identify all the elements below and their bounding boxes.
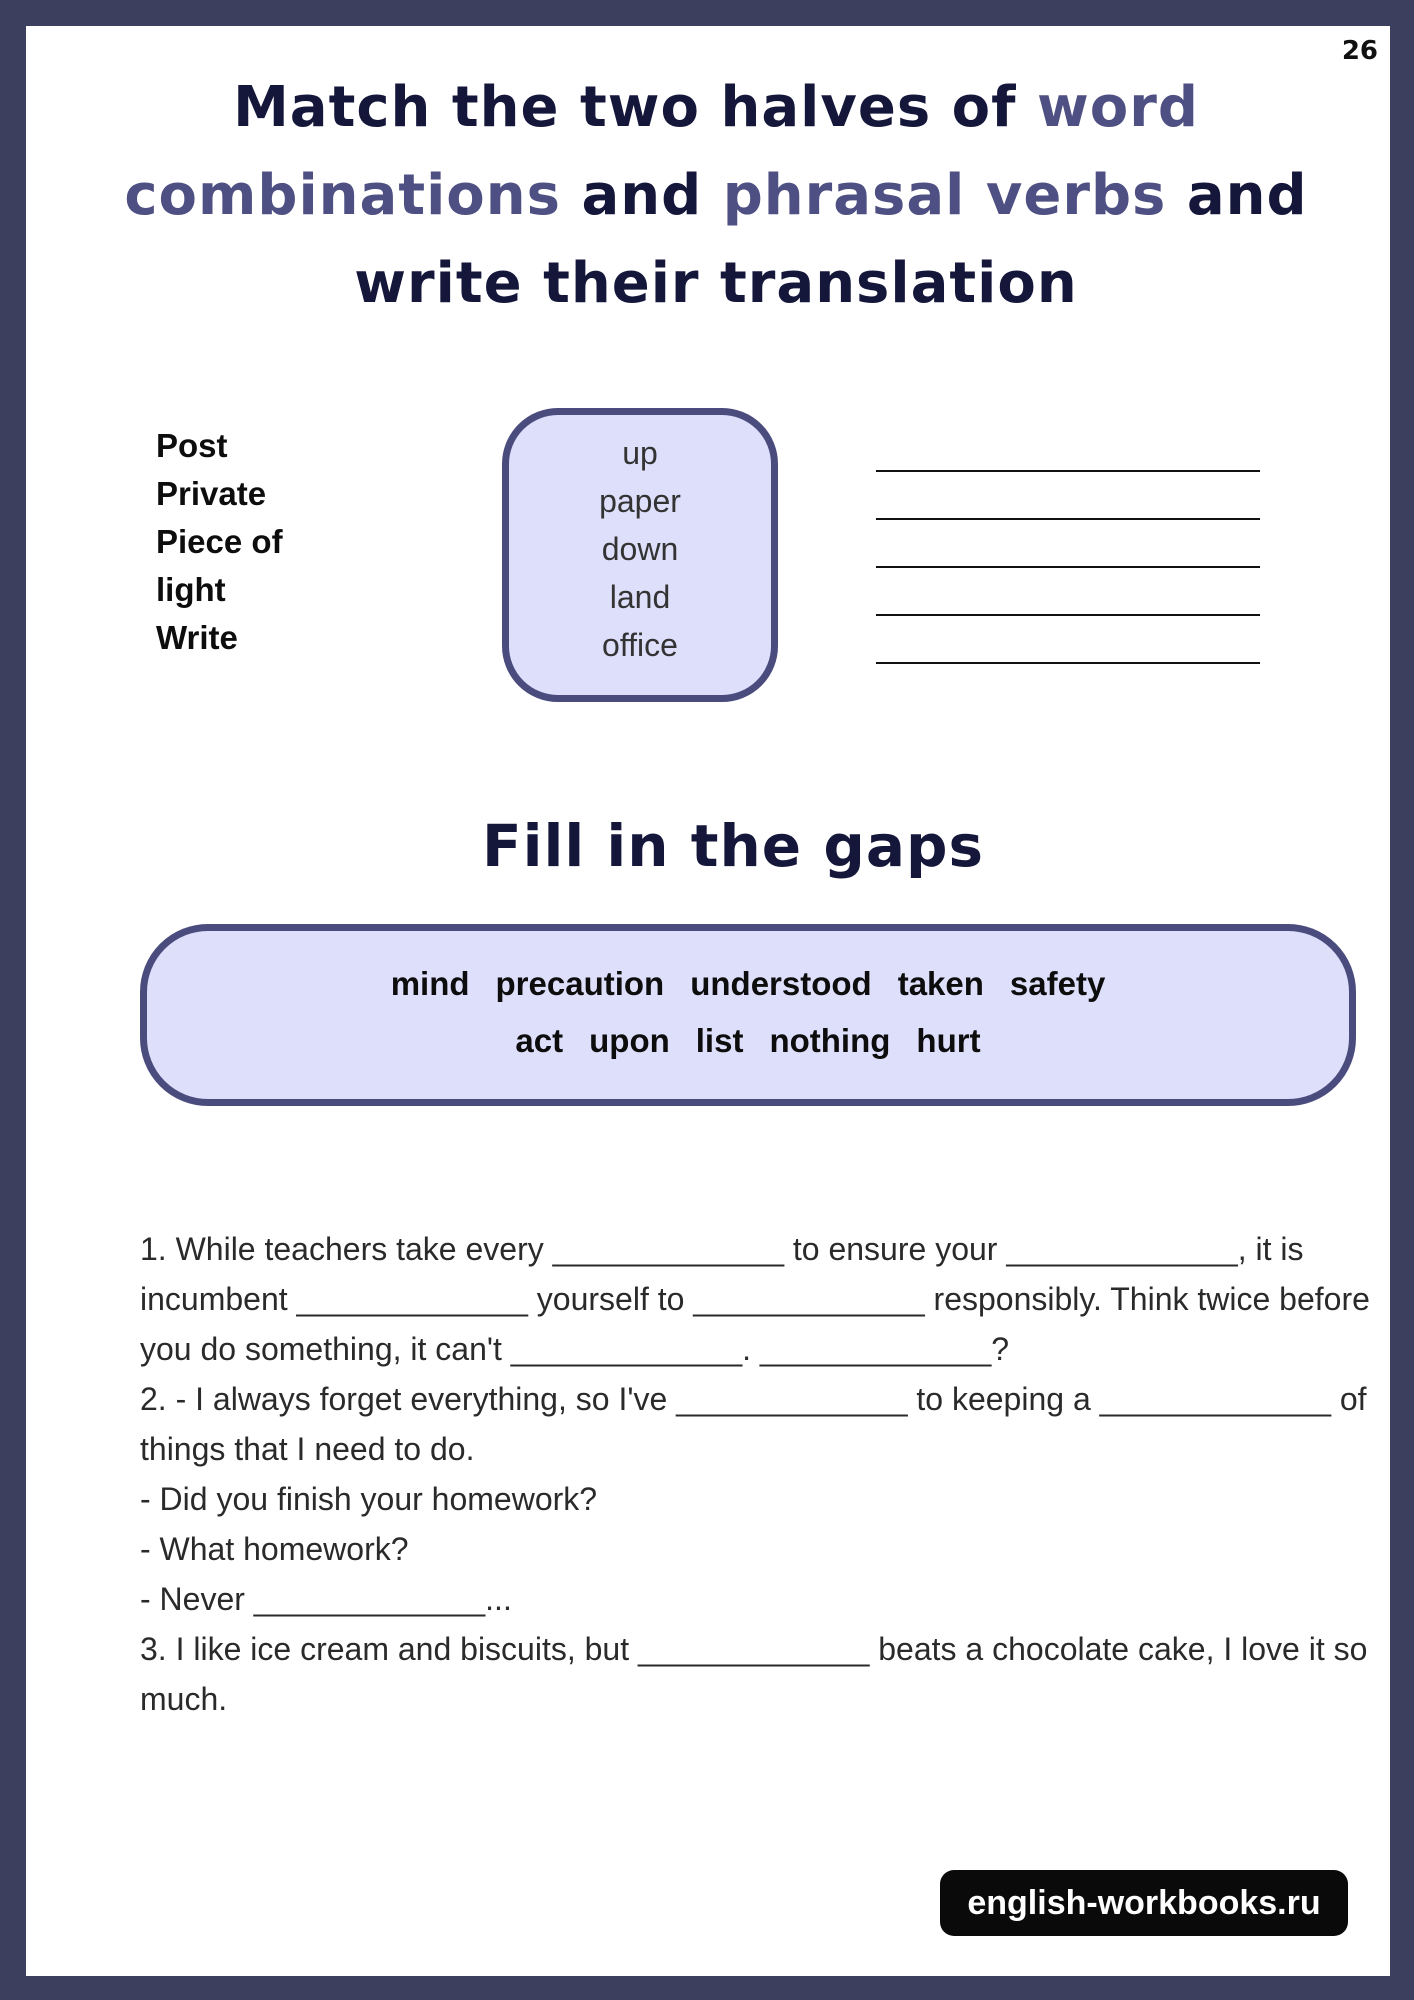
title-part-3: and xyxy=(560,163,723,228)
first-half-item: Write xyxy=(156,619,238,656)
translation-answer-line[interactable] xyxy=(876,616,1260,664)
second-half-item: office xyxy=(602,627,678,663)
translation-answer-line[interactable] xyxy=(876,472,1260,520)
exercise-line: - Never _____________... xyxy=(140,1581,512,1617)
word-bank-word: precaution xyxy=(495,965,665,1002)
translation-answer-line[interactable] xyxy=(876,520,1260,568)
word-bank-word: hurt xyxy=(916,1022,981,1059)
translation-answer-line[interactable] xyxy=(876,424,1260,472)
word-bank-row xyxy=(147,965,1349,1003)
title-part-5: and write their translation xyxy=(354,163,1308,316)
translation-lines xyxy=(876,424,1260,664)
word-bank-word: mind xyxy=(390,965,470,1002)
first-half-item: Piece of xyxy=(156,523,283,560)
second-half-item: paper xyxy=(599,483,681,519)
match-title xyxy=(86,64,1346,328)
word-bank-word: act xyxy=(515,1022,564,1059)
exercise-line: 1. While teachers take every _____________ to ensure your _____________, it is incumbent _____________ yourself to _____________ responsibly. Think twice before you do something, it can't _____________. _____________? xyxy=(140,1231,1370,1367)
second-halves-list xyxy=(509,429,771,669)
title-part-2: word combinations xyxy=(124,75,1199,228)
first-half-item: Post xyxy=(156,427,228,464)
word-bank-word: nothing xyxy=(769,1022,891,1059)
word-bank-word: safety xyxy=(1009,965,1106,1002)
translation-answer-line[interactable] xyxy=(876,568,1260,616)
second-half-item: up xyxy=(622,435,658,471)
exercise-line: - Did you finish your homework? xyxy=(140,1481,598,1517)
site-badge: english-workbooks.ru xyxy=(940,1870,1348,1936)
second-halves-box xyxy=(502,408,778,702)
exercise-line: 3. I like ice cream and biscuits, but _____________ beats a chocolate cake, I love it so much. xyxy=(140,1631,1368,1717)
title-part-4: phrasal verbs xyxy=(722,163,1167,228)
second-half-item: land xyxy=(609,579,671,615)
title-part-1: Match the two halves of xyxy=(233,75,1037,140)
word-bank-word: understood xyxy=(690,965,872,1002)
second-half-item: down xyxy=(601,531,679,567)
gap-fill-exercises xyxy=(140,1224,1370,1724)
word-bank-word: taken xyxy=(897,965,984,1002)
exercise-line: 2. - I always forget everything, so I've _____________ to keeping a _____________ of things that I need to do. xyxy=(140,1381,1367,1467)
exercise-line: - What homework? xyxy=(140,1531,409,1567)
word-bank-word: list xyxy=(695,1022,744,1059)
first-half-item: Private xyxy=(156,475,267,512)
fill-gaps-title: Fill in the gaps xyxy=(481,812,985,880)
word-bank-word: upon xyxy=(589,1022,670,1059)
page-number: 26 xyxy=(1341,36,1378,66)
word-bank-box xyxy=(140,924,1356,1106)
worksheet-page xyxy=(26,26,1390,1976)
first-half-item: light xyxy=(156,571,226,608)
word-bank-row xyxy=(147,1022,1349,1060)
first-halves-list xyxy=(156,422,283,662)
